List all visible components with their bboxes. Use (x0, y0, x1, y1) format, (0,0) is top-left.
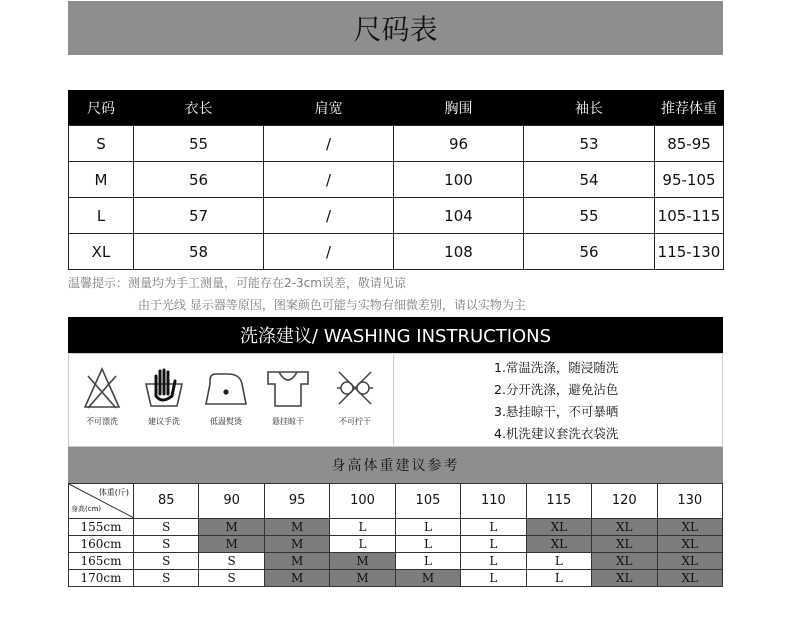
hand-wash-item (139, 366, 189, 427)
size-cell: S (134, 519, 199, 536)
size-cell: L (395, 519, 460, 536)
size-cell: S (199, 553, 264, 570)
column-header: 肩宽 (264, 90, 394, 126)
weight-header: 85 (134, 484, 199, 519)
table-cell: L (69, 198, 134, 234)
table-cell: 57 (134, 198, 264, 234)
icon-label: 不可拧干 (339, 417, 371, 426)
instruction-item: 1.常温洗涤，随浸随洗 (494, 360, 619, 375)
size-cell: S (134, 553, 199, 570)
table-cell: M (69, 162, 134, 198)
table-row (69, 536, 723, 553)
hang-dry-icon (265, 366, 311, 410)
measurement-note: 温馨提示：测量均为手工测量，可能存在2-3cm误差，敬请见谅 (68, 276, 406, 290)
size-cell: L (461, 536, 526, 553)
table-cell: 105-115 (655, 198, 724, 234)
size-cell: XL (592, 570, 657, 587)
size-cell: L (330, 536, 395, 553)
instruction-item: 4.机洗建议套洗衣袋洗 (494, 426, 619, 441)
weight-header: 90 (199, 484, 264, 519)
size-cell: L (395, 553, 460, 570)
table-cell: 56 (524, 234, 655, 270)
table-cell: 55 (134, 126, 264, 162)
instruction-item: 3.悬挂晾干，不可暴晒 (494, 404, 619, 419)
height-cell: 170cm (69, 570, 134, 587)
washing-instructions (494, 357, 704, 445)
table-cell: / (264, 162, 394, 198)
table-row (69, 553, 723, 570)
color-note: 由于光线 显示器等原因，图案颜色可能与实物有细微差别，请以实物为主 (138, 298, 526, 312)
height-cell: 155cm (69, 519, 134, 536)
no-bleach-item (77, 366, 127, 427)
page-title: 尺码表 (68, 1, 723, 55)
size-cell: XL (592, 519, 657, 536)
weight-header: 115 (526, 484, 591, 519)
weight-header: 120 (592, 484, 657, 519)
weight-header: 95 (264, 484, 329, 519)
size-cell: L (395, 536, 460, 553)
height-weight-table (68, 483, 723, 587)
size-cell: XL (592, 536, 657, 553)
table-cell: S (69, 126, 134, 162)
size-cell: S (134, 570, 199, 587)
size-cell: M (330, 570, 395, 587)
size-cell: XL (657, 570, 723, 587)
weight-header: 110 (461, 484, 526, 519)
table-cell: XL (69, 234, 134, 270)
low-iron-item (201, 366, 251, 427)
column-header: 袖长 (524, 90, 655, 126)
size-cell: S (134, 536, 199, 553)
weight-header: 130 (657, 484, 723, 519)
size-cell: XL (526, 536, 591, 553)
size-cell: M (395, 570, 460, 587)
size-cell: L (461, 519, 526, 536)
table-cell: 100 (394, 162, 524, 198)
height-axis-label: 身高(cm) (71, 505, 102, 513)
size-cell: L (461, 570, 526, 587)
weight-header: 100 (330, 484, 395, 519)
reference-title: 身高体重建议参考 (68, 447, 723, 483)
icon-label: 不可漂洗 (86, 417, 118, 426)
table-cell: 54 (524, 162, 655, 198)
table-cell: 95-105 (655, 162, 724, 198)
size-cell: L (330, 519, 395, 536)
size-cell: M (264, 553, 329, 570)
size-cell: XL (657, 536, 723, 553)
size-cell: XL (657, 553, 723, 570)
table-cell: 53 (524, 126, 655, 162)
hang-dry-item (263, 366, 313, 427)
table-cell: / (264, 198, 394, 234)
no-bleach-icon (82, 366, 122, 410)
table-row (69, 234, 724, 270)
table-cell: 115-130 (655, 234, 724, 270)
table-cell: 58 (134, 234, 264, 270)
instruction-item: 2.分开洗涤，避免沾色 (494, 382, 619, 397)
table-row (69, 162, 724, 198)
size-cell: XL (526, 519, 591, 536)
table-cell: / (264, 234, 394, 270)
table-cell: 108 (394, 234, 524, 270)
icon-label: 建议手洗 (148, 417, 180, 426)
size-cell: L (526, 553, 591, 570)
corner-cell (69, 484, 134, 519)
table-cell: 55 (524, 198, 655, 234)
size-cell: XL (657, 519, 723, 536)
table-cell: 96 (394, 126, 524, 162)
size-cell: L (461, 553, 526, 570)
size-cell: M (199, 519, 264, 536)
table-cell: / (264, 126, 394, 162)
table-row (69, 198, 724, 234)
size-chart-table (68, 90, 724, 270)
height-cell: 160cm (69, 536, 134, 553)
column-header: 胸围 (394, 90, 524, 126)
low-iron-icon (202, 366, 250, 410)
table-cell: 85-95 (655, 126, 724, 162)
no-wring-icon (333, 366, 377, 410)
size-cell: XL (592, 553, 657, 570)
size-cell: M (330, 553, 395, 570)
table-row (69, 570, 723, 587)
no-wring-item (330, 366, 380, 427)
weight-header-row (69, 484, 723, 519)
column-header: 尺码 (69, 90, 134, 126)
size-cell: M (199, 536, 264, 553)
size-cell: M (264, 536, 329, 553)
weight-axis-label: 体重(斤) (98, 488, 129, 497)
size-cell: L (526, 570, 591, 587)
weight-header: 105 (395, 484, 460, 519)
height-cell: 165cm (69, 553, 134, 570)
icon-label: 悬挂晾干 (272, 417, 304, 426)
size-chart-header (69, 90, 724, 126)
table-row (69, 519, 723, 536)
icon-label: 低温熨烫 (210, 417, 242, 426)
table-cell: 56 (134, 162, 264, 198)
size-cell: S (199, 570, 264, 587)
table-cell: 104 (394, 198, 524, 234)
size-cell: M (264, 519, 329, 536)
table-row (69, 126, 724, 162)
column-header: 推荐体重 (655, 90, 724, 126)
washing-title: 洗涤建议/ WASHING INSTRUCTIONS (68, 317, 723, 353)
hand-wash-icon (142, 366, 186, 410)
size-cell: M (264, 570, 329, 587)
washing-divider (393, 353, 394, 447)
column-header: 衣长 (134, 90, 264, 126)
